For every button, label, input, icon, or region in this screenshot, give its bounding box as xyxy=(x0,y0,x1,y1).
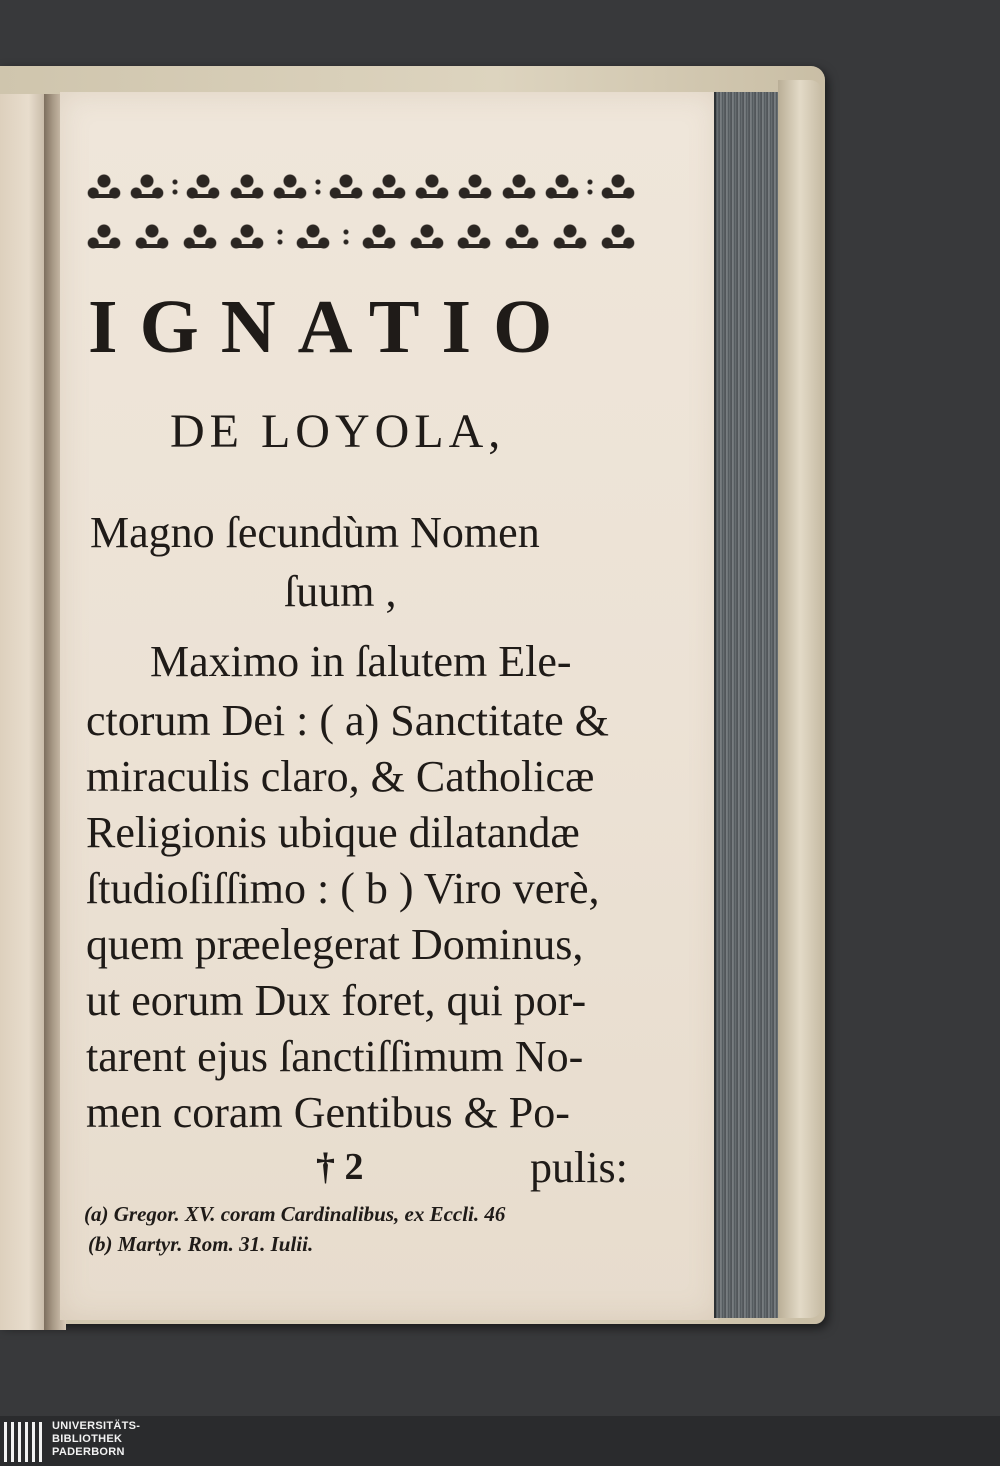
body-line: ctorum Dei : ( a) Sanctitate & xyxy=(86,696,609,745)
page-title: IGNATIO xyxy=(88,285,575,369)
footnote-a: (a) Gregor. XV. coram Cardinalibus, ex Eccli. 46 xyxy=(84,1202,506,1226)
body-line: Religionis ubique dilatandæ xyxy=(86,808,580,857)
body-line: miraculis claro, & Catholicæ xyxy=(86,752,595,801)
headpiece-ornament-top xyxy=(86,168,636,206)
library-logo-icon xyxy=(4,1422,44,1462)
body-line: ſtudioſiſſimo : ( b ) Viro verè, xyxy=(86,864,600,913)
body-line: men coram Gentibus & Po- xyxy=(86,1088,570,1137)
library-logo-line1: UNIVERSITÄTS- xyxy=(52,1420,141,1432)
library-logo-line2: BIBLIOTHEK xyxy=(52,1433,123,1445)
footnote-b: (b) Martyr. Rom. 31. Iulii. xyxy=(88,1232,314,1256)
cover-edge xyxy=(778,80,822,1318)
page-subtitle: DE LOYOLA, xyxy=(170,405,506,458)
footer-bar xyxy=(0,1416,1000,1466)
body-line: quem præelegerat Dominus, xyxy=(86,920,584,969)
body-line: Maximo in ſalutem Ele- xyxy=(150,637,572,686)
library-logo-line3: PADERBORN xyxy=(52,1446,125,1458)
body-line: ſuum , xyxy=(284,567,397,616)
body-line: Magno ſecundùm Nomen xyxy=(90,508,540,557)
body-line: tarent ejus ſanctiſſimum No- xyxy=(86,1032,584,1081)
headpiece-ornament-bottom xyxy=(86,218,636,256)
signature-mark: † 2 xyxy=(316,1146,364,1188)
catchword: pulis: xyxy=(530,1143,628,1192)
body-line: ut eorum Dux foret, qui por- xyxy=(86,976,587,1025)
page-fore-edge xyxy=(714,92,780,1318)
